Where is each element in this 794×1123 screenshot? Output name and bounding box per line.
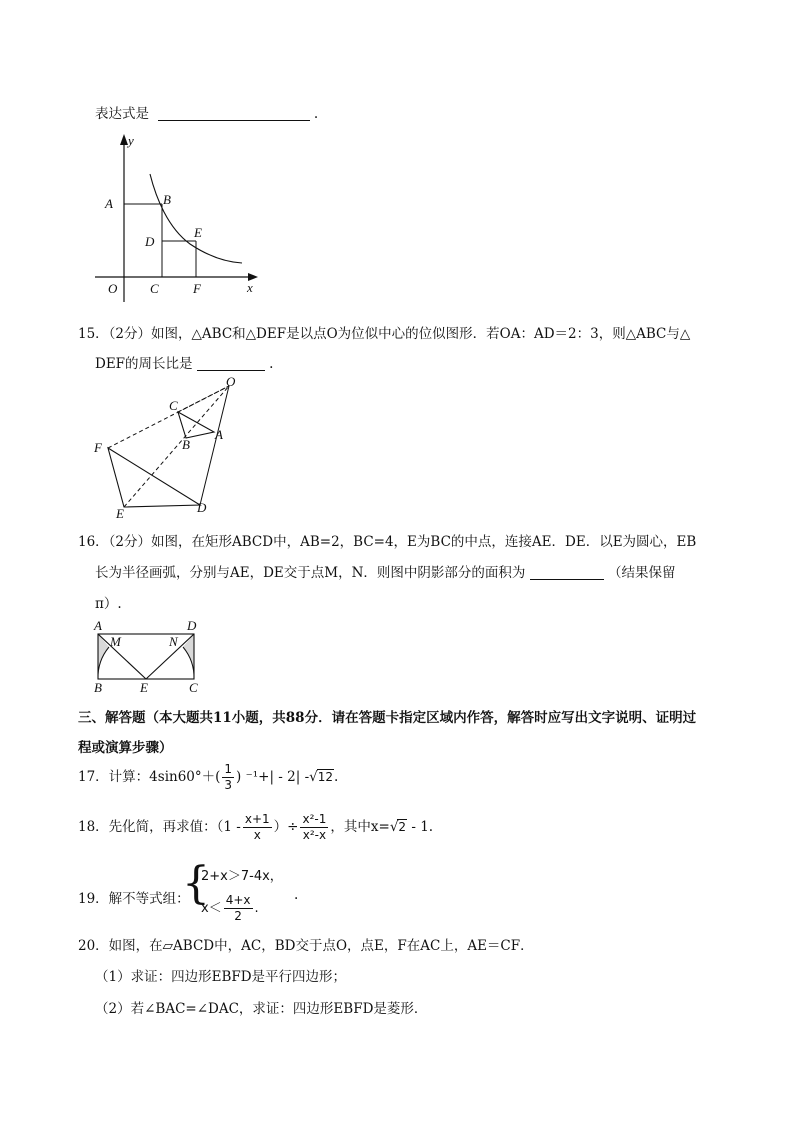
label-B: B	[94, 680, 102, 694]
label-A: A	[105, 196, 113, 211]
q18: 18．先化简，再求值：（1 - $\frac{x+1}{x}$ ）÷ $\frac{\text{x²-1}}{\text{x²-x}}$ ，其中x=√2 - 1.	[78, 812, 434, 842]
label-N: N	[169, 634, 178, 649]
q15-line2: DEF的周长比是 .	[95, 356, 274, 372]
label-F: F	[94, 440, 102, 455]
label-y: y	[128, 133, 134, 148]
q16-line3: π）.	[95, 596, 122, 612]
q20-part1: （1）求证：四边形EBFD是平行四边形；	[95, 969, 347, 985]
q19-lead: 19．解不等式组：	[78, 891, 190, 907]
label-D: D	[197, 500, 207, 515]
system-brace: {	[182, 858, 210, 909]
triangle-ABC	[178, 412, 214, 438]
label-D: D	[145, 234, 155, 249]
answer-blank[interactable]	[530, 565, 604, 580]
label-D: D	[187, 618, 197, 633]
q16-line2: 长为半径画弧，分别与AE，DE交于点M，N．则图中阴影部分的面积为 （结果保留	[95, 565, 676, 581]
label-E: E	[140, 680, 148, 694]
q19-inequality-2: x＜ $\frac{4+x}{2}$ .	[201, 893, 259, 923]
label-E: E	[194, 225, 202, 240]
q20-line1: 20．如图，在▱ABCD中，AC，BD交于点O，点E，F在AC上，AE＝CF．	[78, 938, 534, 954]
q19-end: .	[294, 887, 299, 903]
label-B: B	[163, 192, 171, 207]
label-A: A	[215, 427, 223, 442]
q14-text: 表达式是 .	[95, 106, 319, 122]
answer-blank[interactable]	[158, 106, 310, 121]
q20-part2: （2）若∠BAC=∠DAC，求证：四边形EBFD是菱形．	[95, 1001, 428, 1017]
answer-blank[interactable]	[197, 356, 265, 371]
triangle-DEF	[108, 448, 200, 507]
label-E: E	[116, 506, 124, 521]
label-F: F	[193, 281, 201, 296]
figure-14-graph	[90, 132, 270, 302]
figure-16-rectangle	[88, 616, 208, 694]
label-C: C	[169, 398, 178, 413]
q15-line1: 15．（2分）如图，△ABC和△DEF是以点O为位似中心的位似图形．若OA：AD＝2：3，则△ABC与△	[78, 326, 691, 342]
label-C: C	[189, 680, 198, 694]
label-M: M	[110, 634, 121, 649]
section-3-heading: 三、解答题（本大题共11小题，共88分．请在答题卡指定区域内作答，解答时应写出文字说明、证明过	[78, 710, 697, 726]
section-3-heading-cont: 程或演算步骤）	[78, 740, 173, 756]
figure-15-homothety	[88, 372, 248, 522]
label-x: x	[247, 280, 253, 295]
label-C: C	[150, 281, 159, 296]
label-O: O	[108, 281, 118, 296]
label-O: O	[226, 374, 236, 389]
shaded-region-right	[183, 634, 194, 679]
shaded-region-left	[98, 634, 109, 679]
label-B: B	[182, 437, 190, 452]
q17: 17．计算：4sin60°＋( $\frac{1}{3}$ ) ⁻¹+| - 2| -√12.	[78, 762, 339, 792]
q16-line1: 16．（2分）如图，在矩形ABCD中，AB=2，BC=4，E为BC的中点，连接AE．DE．以E为圆心，EB	[78, 534, 697, 550]
label-A: A	[94, 618, 102, 633]
q19-inequality-1: 2+x＞7-4x，	[201, 869, 283, 884]
